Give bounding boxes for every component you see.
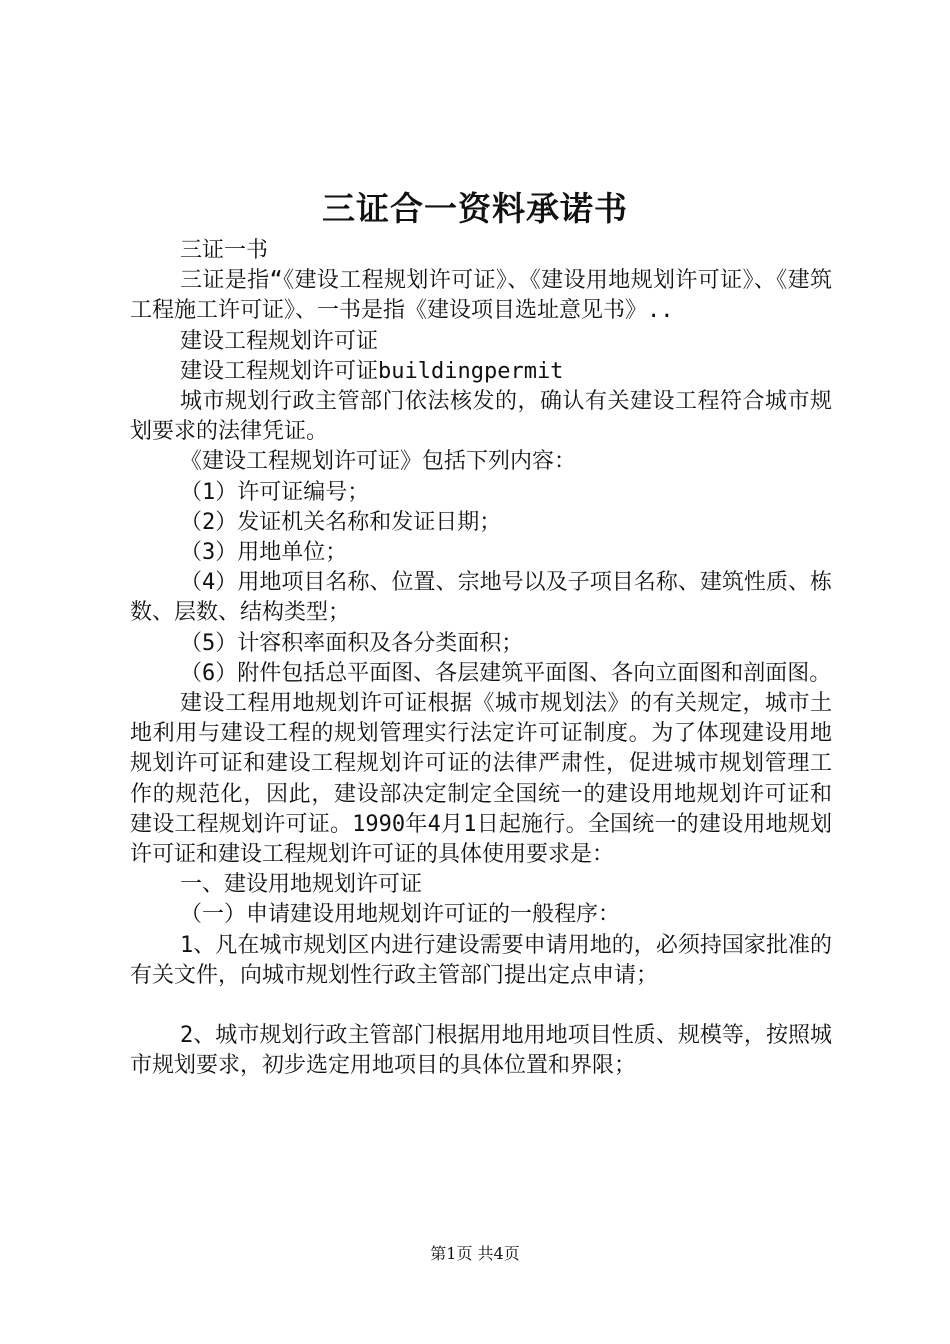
- paragraph-permit-description: 城市规划行政主管部门依法核发的，确认有关建设工程符合城市规划要求的法律凭证。: [130, 389, 832, 445]
- list-item-4: （4）用地项目名称、位置、宗地号以及子项目名称、建筑性质、栋数、层数、结构类型；: [130, 570, 832, 626]
- paragraph-heading-sanzheng-yishu: 三证一书: [180, 238, 269, 263]
- page-footer: 第1页 共4页: [430, 1244, 520, 1263]
- paragraph-permit-english: 建设工程规划许可证buildingpermit: [180, 358, 564, 384]
- list-item-1: （1）许可证编号；: [180, 479, 370, 505]
- procedure-step-1: 1、凡在城市规划区内进行建设需要申请用地的，必须持国家批准的有关文件，向城市规划性行政主管部门提出定点申请；: [130, 932, 832, 988]
- paragraph-heading-permit: 建设工程规划许可证: [180, 328, 379, 354]
- list-item-6: （6）附件包括总平面图、各层建筑平面图、各向立面图和剖面图。: [180, 660, 832, 686]
- list-item-3: （3）用地单位；: [180, 540, 348, 566]
- document-title: 三证合一资料承诺书: [322, 189, 628, 228]
- procedure-step-2: 2、城市规划行政主管部门根据用地用地项目性质、规模等，按照城市规划要求，初步选定用地项目的具体位置和界限；: [130, 1023, 832, 1079]
- section-heading-1: 一、建设用地规划许可证: [180, 872, 423, 898]
- list-item-2: （2）发证机关名称和发证日期；: [180, 509, 502, 535]
- document-body: [130, 236, 832, 1081]
- paragraph-definition: 三证是指“《建设工程规划许可证》、《建设用地规划许可证》、《建筑工程施工许可证》、一书是指《建设项目选址意见书》..: [130, 268, 832, 324]
- paragraph-legal-basis: 建设工程用地规划许可证根据《城市规划法》的有关规定，城市土地利用与建设工程的规划管理实行法定许可证制度。为了体现建设用地规划许可证和建设工程规划许可证的法律严肃性，促进城市规划管理工作的规范化，因此，建设部决定制定全国统一的建设用地规划许可证和建设工程规划许可证。1990年4月1日起施行。全国统一的建设用地规划许可证和建设工程规划许可证的具体使用要求是：: [130, 691, 832, 868]
- paragraph-contents-intro: 《建设工程规划许可证》包括下列内容：: [180, 449, 577, 475]
- list-item-5: （5）计容积率面积及各分类面积；: [180, 630, 524, 656]
- subsection-heading-1: （一）申请建设用地规划许可证的一般程序：: [180, 902, 621, 928]
